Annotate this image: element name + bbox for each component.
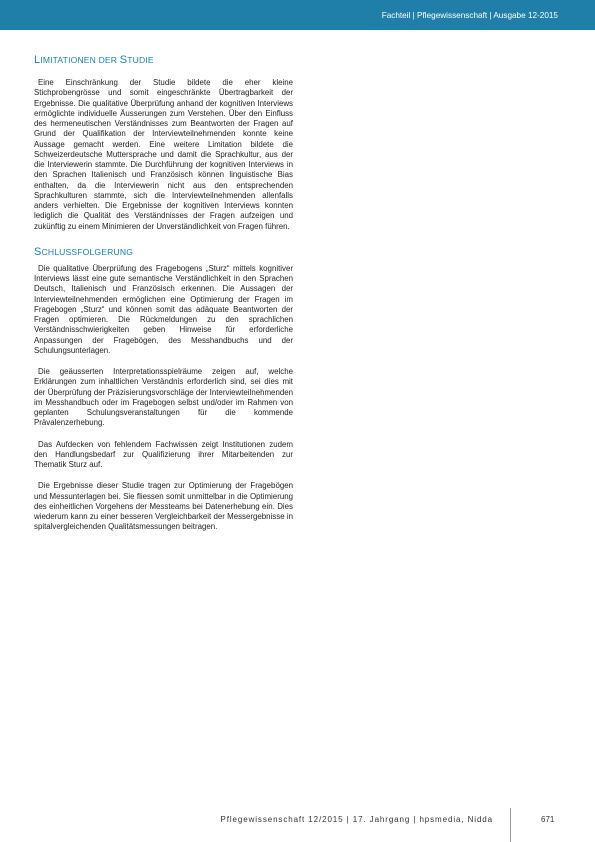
text-column <box>34 50 293 533</box>
paragraph-conclusion-3: Das Aufdecken von fehlendem Fachwissen zeigt Institutionen zudem den Handlungsbedarf zur Qualifizierung ihrer Mitarbeitenden zur Thematik Sturz auf. <box>34 439 293 469</box>
section-heading-conclusion: SCHLUSSFOLGERUNG <box>34 245 134 258</box>
paragraph-conclusion-1: Die qualitative Überprüfung des Fragebogens „Sturz“ mittels kognitiver Interviews lässt eine gute semantische Verständlichkeit in den Sprachen Deutsch, Italienisch und Französisch erkennen. Die Aussagen der Interviewteilnehmenden ermöglichen eine Optimierung der Fragen im Fragebogen „Sturz“ und können somit das adäquate Beantworten der Fragen optimieren. Die Rückmeldungen zu den sprachlichen Verständnisschwierigkeiten geben Hinweise für erforderliche Anpassungen der Fragebögen, des Messhandbuchs und der Schulungsunterlagen. <box>34 263 293 355</box>
paragraph-conclusion-2: Die geäusserten Interpretationsspielräume zeigen auf, welche Erklärungen zum inhaltlichen Verständnis erforderlich sind, sei dies mit der Überprüfung der Präzisierungsvorschläge der Interviewteilnehmenden im Messhandbuch oder im Fragebogen selbst und/oder im Rahmen von geplanten Schulungsveranstaltungen für die kommende Prävalenzerhebung. <box>34 367 293 428</box>
footer-divider <box>510 808 511 842</box>
running-head: Fachteil | Pflegewissenschaft | Ausgabe 12-2015 <box>381 11 558 20</box>
header-band <box>0 0 595 30</box>
paragraph-limitations: Eine Einschränkung der Studie bildete die eher kleine Stichprobengrösse und somit eingeschränkte Übertragbarkeit der Ergebnisse. Die qualitative Überprüfung anhand der kognitiven Interviews ermöglichte individuelle Äusserungen zum Verstehen. Über den Einfluss des hermeneutischen Verständnisses zum Beantworten der Fragen auf Grund der Qualifikation der Interviewteilnehmenden konnte keine Aussage gemacht werden. Eine weitere Limitation bildete die Schweizerdeutsche Muttersprache und damit die Sprachkultur, aus der die Interviewerin stammte. Die Durchführung der kognitiven Interviews in den Sprachen Italienisch und Französisch können linguistische Bias enthalten, da die Interviewerin nicht aus den entsprechenden Sprachkulturen stammte, sich die Interviewteilnehmenden allenfalls anders verhielten. Die Ergebnisse der kognitiven Interviews konnten lediglich die Qualität des Verständnisses der Fragen aufzeigen und zukünftig zu einem Minimieren der Unverständlichkeit von Fragen führen. <box>34 78 293 231</box>
paragraph-conclusion-4: Die Ergebnisse dieser Studie tragen zur Optimierung der Fragebögen und Messunterlagen bei. Sie fliessen somit unmittelbar in die Optimierung des einheitlichen Vorgehens der Messteams bei Datenerhebung ein. Dies wiederum kann zu einer besseren Vergleichbarkeit der Messergebnisse in spitalvergleichenden Qualitätsmessungen beitragen. <box>34 481 293 532</box>
section-heading-limitations: LIMITATIONEN DER STUDIE <box>34 54 154 66</box>
page-number: 671 <box>541 815 555 824</box>
footer-journal: Pflegewissenschaft 12/2015 | 17. Jahrgang | hpsmedia, Nidda <box>220 815 493 824</box>
